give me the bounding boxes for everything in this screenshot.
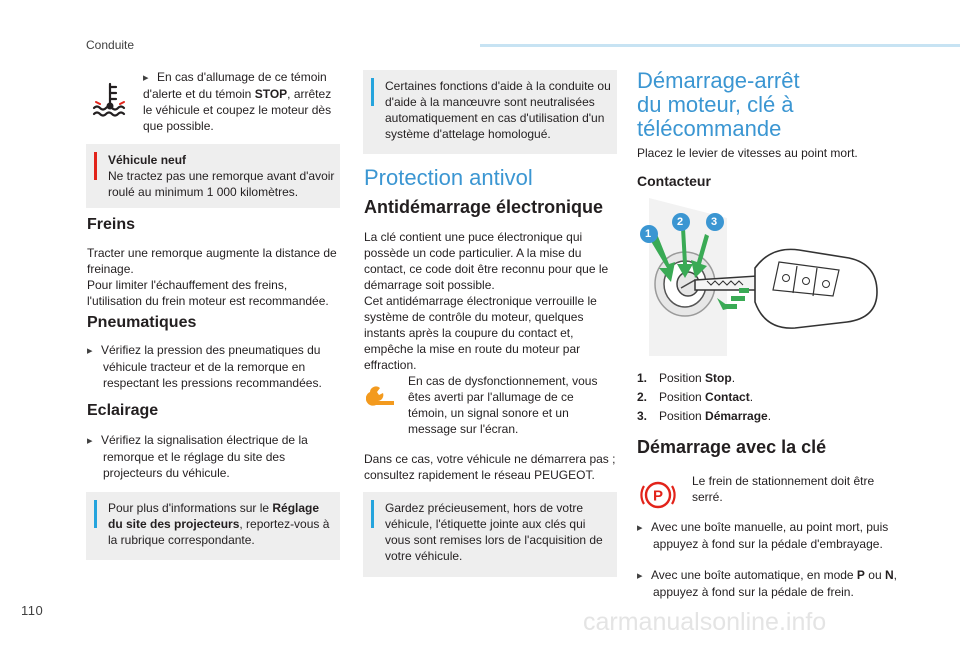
- position-text: Position: [659, 409, 706, 423]
- new-vehicle-title: Véhicule neuf: [108, 153, 187, 167]
- malfunction-text: En cas de dysfonctionnement, vous êtes averti par l'allumage de ce témoin, un signal sonore et un message sur l'écran.: [408, 374, 598, 436]
- position-num: 3.: [637, 409, 648, 423]
- header-bar: [480, 44, 960, 47]
- title-line-2: du moteur, clé à: [637, 92, 794, 117]
- position-text: Position: [659, 371, 706, 385]
- triangle-bullet-icon: ▸: [637, 522, 643, 534]
- position-num: 1.: [637, 371, 648, 385]
- parking-brake-icon: [640, 477, 676, 513]
- tyres-paragraph: [87, 342, 332, 391]
- headlamp-info-box: [86, 492, 340, 560]
- lighting-heading: Eclairage: [87, 402, 159, 419]
- position-name: Stop: [705, 371, 732, 385]
- start-with-key-heading: Démarrage avec la clé: [637, 437, 827, 457]
- warning-text-end: , arrêtez le véhicule et coupez le moteur dès que possible.: [143, 87, 332, 133]
- start-stop-title: [637, 69, 847, 141]
- immobiliser-text-1: La clé contient une puce électronique qui possède un code particulier. A la mise du contact, ce code doit être reconnu pour que le démarrage soit possible.: [364, 230, 609, 292]
- manual-gearbox-text: Avec une boîte manuelle, au point mort, puis appuyez à fond sur la pédale d'embrayage.: [651, 520, 889, 551]
- antitheft-title: Protection antivol: [364, 165, 533, 190]
- immobiliser-text: [364, 229, 616, 373]
- driving-aids-info-box: [363, 70, 617, 154]
- auto-text-or: ou: [864, 568, 885, 582]
- position-num: 2.: [637, 390, 648, 404]
- immobiliser-heading: Antidémarrage électronique: [364, 197, 604, 217]
- page-number: 110: [21, 603, 44, 618]
- title-line-1: Démarrage-arrêt: [637, 68, 800, 93]
- tyres-text: Vérifiez la pression des pneumatiques du véhicule tracteur et de la remorque en respectant les pressions recommandées.: [101, 343, 322, 390]
- auto-text: Avec une boîte automatique, en mode: [651, 568, 857, 582]
- contactor-heading: Contacteur: [637, 173, 711, 189]
- svg-text:P: P: [652, 487, 664, 505]
- position-item: [637, 407, 887, 426]
- position-item: [637, 388, 887, 407]
- triangle-bullet-icon: ▸: [87, 435, 93, 447]
- mode-p: P: [856, 568, 865, 582]
- wrench-service-icon: [366, 384, 406, 412]
- section-label: Conduite: [86, 38, 135, 52]
- automatic-gearbox-paragraph: [637, 567, 897, 600]
- diagram-label-3: 3: [711, 216, 718, 228]
- brakes-heading: Freins: [87, 216, 136, 233]
- consult-network-text: Dans ce cas, votre véhicule ne démarrera pas ; consultez rapidement le réseau PEUGEOT.: [364, 452, 616, 482]
- info-link-text: Réglage du site des projecteurs: [108, 501, 320, 531]
- position-name: Contact: [705, 390, 750, 404]
- info-marker: [94, 500, 97, 528]
- lighting-paragraph: [87, 432, 317, 481]
- info-text: Pour plus d'informations sur le: [108, 501, 273, 515]
- ignition-key-diagram: [637, 198, 895, 356]
- new-vehicle-text: Ne tractez pas une remorque avant d'avoir roulé au minimum 1 000 kilomètres.: [108, 169, 335, 199]
- position-item: [637, 369, 887, 388]
- brakes-text: [87, 245, 342, 309]
- position-end: .: [749, 390, 754, 404]
- info-text-end: , reportez-vous à la rubrique correspondante.: [108, 517, 330, 547]
- coolant-temperature-warning-icon: [88, 78, 132, 120]
- neutral-instruction: Placez le levier de vitesses au point mort.: [637, 146, 858, 160]
- triangle-bullet-icon: ▸: [637, 570, 643, 582]
- diagram-label-1: 1: [645, 228, 652, 240]
- alert-marker: [94, 152, 97, 180]
- auto-text-end: , appuyez à fond sur la pédale de frein.: [653, 568, 897, 599]
- position-end: .: [767, 409, 772, 423]
- position-text: Position: [659, 390, 706, 404]
- driving-aids-text: Certaines fonctions d'aide à la conduite ou d'aide à la manœuvre sont neutralisées automatiquement en cas d'utilisation d'un système d'attelage homologué.: [385, 79, 611, 141]
- key-label-info-box: [363, 492, 617, 577]
- brakes-text-1: Tracter une remorque augmente la distance de freinage.: [87, 246, 337, 276]
- triangle-bullet-icon: ▸: [87, 345, 93, 357]
- lighting-text: Vérifiez la signalisation électrique de la remorque et le réglage du site des projecteurs du véhicule.: [101, 433, 308, 480]
- key-label-text: Gardez précieusement, hors de votre véhicule, l'étiquette jointe aux clés qui vous sont remises lors de l'acquisition de votre véhicule.: [385, 501, 603, 563]
- coolant-warning-paragraph: [143, 69, 343, 134]
- positions-list: [637, 369, 887, 426]
- title-line-3: télécommande: [637, 116, 782, 141]
- info-marker: [371, 78, 374, 106]
- parking-brake-text: Le frein de stationnement doit être serré.: [692, 474, 875, 504]
- info-marker: [371, 500, 374, 528]
- watermark: carmanualsonline.info: [583, 608, 827, 636]
- position-name: Démarrage: [705, 409, 768, 423]
- triangle-bullet-icon: ▸: [143, 72, 149, 84]
- immobiliser-text-2: Cet antidémarrage électronique verrouille le système de contrôle du moteur, quelques instants après la coupure du contact et, empêche la mise en route du moteur par effraction.: [364, 294, 597, 372]
- diagram-label-2: 2: [677, 216, 684, 228]
- manual-gearbox-paragraph: [637, 519, 897, 552]
- position-end: .: [731, 371, 736, 385]
- new-vehicle-alert-box: [86, 144, 340, 208]
- warning-text: En cas d'allumage de ce témoin d'alerte et du témoin: [143, 70, 327, 101]
- stop-label: STOP: [254, 87, 288, 101]
- tyres-heading: Pneumatiques: [87, 314, 197, 331]
- brakes-text-2: Pour limiter l'échauffement des freins, l'utilisation du frein moteur est recommandée.: [87, 278, 329, 308]
- mode-n: N: [884, 568, 894, 582]
